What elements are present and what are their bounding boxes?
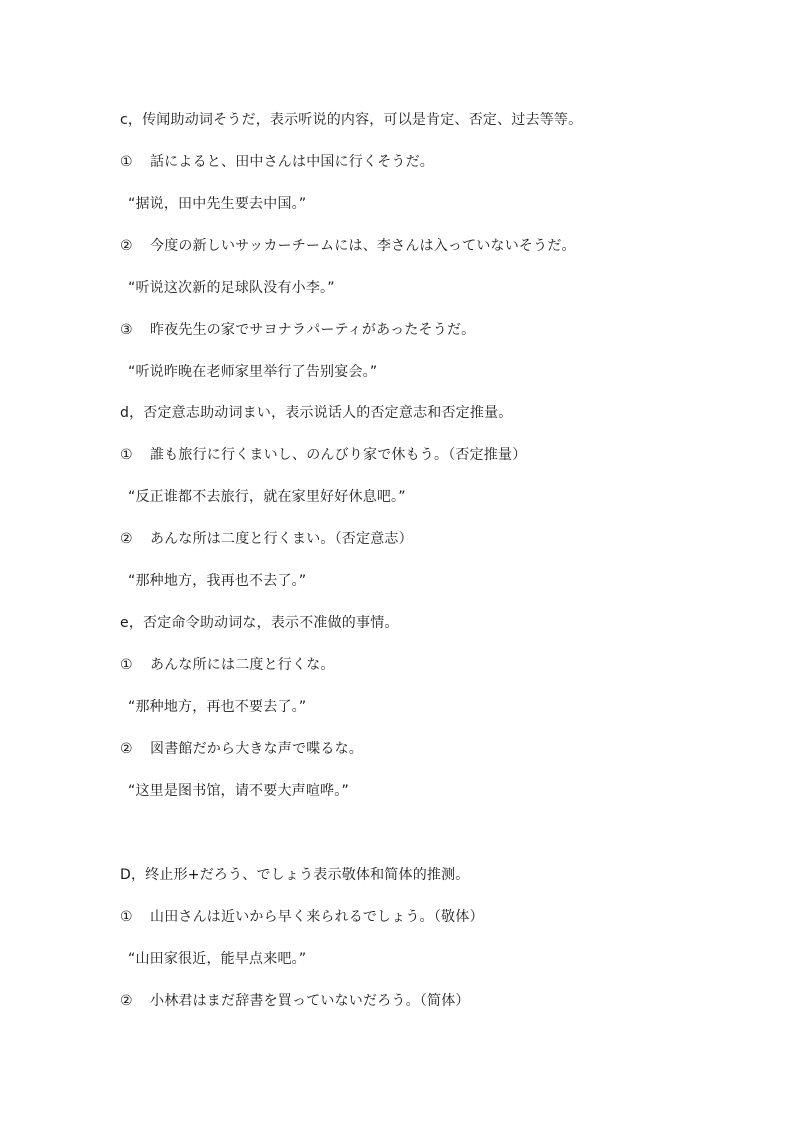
translation-line: “听说这次新的足球队没有小李。” bbox=[128, 280, 335, 296]
example-text: あんな所には二度と行くな。 bbox=[150, 657, 335, 673]
example-line bbox=[120, 153, 434, 171]
example-line bbox=[120, 740, 363, 758]
example-text: 図書館だから大きな声で喋るな。 bbox=[150, 741, 363, 757]
translation-line: “山田家很近，能早点来吧。” bbox=[128, 951, 307, 967]
translation-line: “据说，田中先生要去中国。” bbox=[128, 196, 307, 212]
example-number: ② bbox=[120, 531, 133, 547]
translation-line: “反正谁都不去旅行，就在家里好好休息吧。” bbox=[128, 489, 406, 505]
section-heading-D: D，终止形+だろう、でしょう表示敬体和简体的推测。 bbox=[120, 867, 470, 883]
example-text: 山田さんは近いから早く来られるでしょう。（敬体） bbox=[150, 909, 484, 925]
example-number: ① bbox=[120, 909, 133, 925]
example-text: 誰も旅行に行くまいし、のんびり家で休もう。（否定推量） bbox=[150, 447, 527, 463]
example-line bbox=[120, 530, 413, 548]
example-number: ① bbox=[120, 154, 133, 170]
example-number: ① bbox=[120, 447, 133, 463]
example-line bbox=[120, 321, 475, 339]
example-number: ② bbox=[120, 741, 133, 757]
example-line bbox=[120, 237, 576, 255]
translation-line: “这里是图书馆，请不要大声喧哗。” bbox=[128, 783, 349, 799]
example-text: あんな所は二度と行くまい。（否定意志） bbox=[150, 531, 413, 547]
example-line bbox=[120, 992, 470, 1010]
example-text: 昨夜先生の家でサヨナラパーティがあったそうだ。 bbox=[150, 322, 476, 338]
example-line bbox=[120, 908, 484, 926]
example-text: 小林君はまだ辞書を買っていないだろう。（简体） bbox=[150, 993, 470, 1009]
translation-line: “那种地方，再也不要去了。” bbox=[128, 699, 307, 715]
example-number: ③ bbox=[120, 322, 133, 338]
example-number: ① bbox=[120, 657, 133, 673]
translation-line: “那种地方，我再也不去了。” bbox=[128, 573, 307, 589]
example-text: 話によると、田中さんは中国に行くそうだ。 bbox=[150, 154, 434, 170]
example-line bbox=[120, 446, 526, 464]
example-line bbox=[120, 656, 335, 674]
example-number: ② bbox=[120, 238, 133, 254]
example-text: 今度の新しいサッカーチームには、李さんは入っていないそうだ。 bbox=[150, 238, 576, 254]
example-number: ② bbox=[120, 993, 133, 1009]
translation-line: “听说昨晚在老师家里举行了告别宴会。” bbox=[128, 364, 378, 380]
section-heading-d: d，否定意志助动词まい，表示说话人的否定意志和否定推量。 bbox=[120, 405, 513, 421]
section-heading-c: c，传闻助动词そうだ，表示听说的内容，可以是肯定、否定、过去等等。 bbox=[120, 112, 583, 128]
section-heading-e: e，否定命令助动词な，表示不准做的事情。 bbox=[120, 615, 399, 631]
